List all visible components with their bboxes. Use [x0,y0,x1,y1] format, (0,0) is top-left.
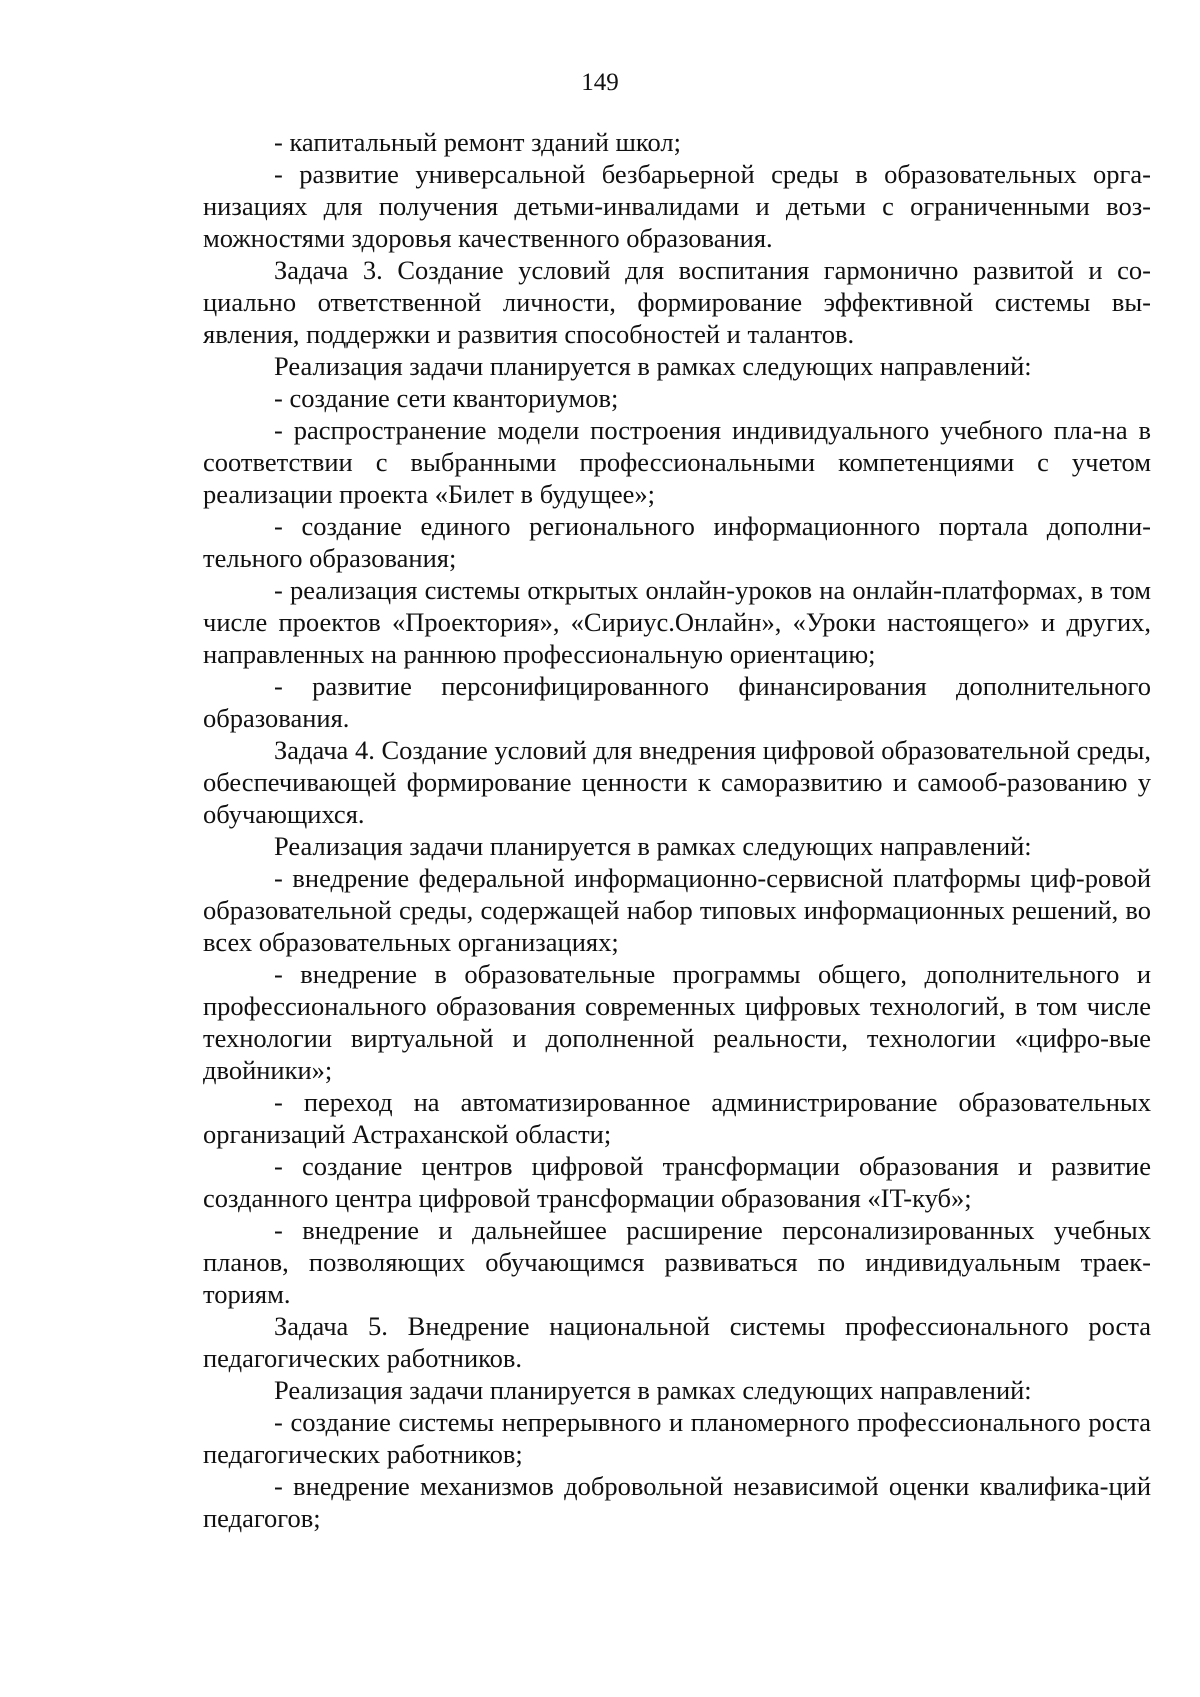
paragraph-10: Задача 4. Создание условий для внедрения цифровой образовательной среды, обеспечивающей формирование ценности к саморазвитию и самооб-разованию у обучающихся. [203,735,1151,829]
paragraph-19: - создание системы непрерывного и планомерного профессионального роста педагогических работников; [203,1407,1151,1469]
paragraph-2: - развитие универсальной безбарьерной среды в образовательных орга-низациях для получения детьми-инвалидами и детьми с ограниченными воз-можностями здоровья качественного образования. [203,159,1151,253]
page-number: 149 [581,69,619,96]
paragraph-8: - реализация системы открытых онлайн-уроков на онлайн-платформах, в том числе проектов «Проектория», «Сириус.Онлайн», «Уроки настоящего» и других, направленных на раннюю профессиональную ориентацию; [203,575,1151,669]
paragraph-11: Реализация задачи планируется в рамках следующих направлений: [274,831,1032,861]
paragraph-12: - внедрение федеральной информационно-сервисной платформы циф-ровой образовательной среды, содержащей набор типовых информационных решений, во всех образовательных организациях; [203,863,1151,957]
paragraph-18: Реализация задачи планируется в рамках следующих направлений: [274,1375,1032,1405]
paragraph-14: - переход на автоматизированное администрирование образовательных организаций Астраханской области; [203,1087,1151,1149]
paragraph-6: - распространение модели построения индивидуального учебного пла-на в соответствии с выбранными профессиональными компетенциями с учетом реализации проекта «Билет в будущее»; [203,415,1151,509]
paragraph-16: - внедрение и дальнейшее расширение персонализированных учебных планов, позволяющих обучающимся развиваться по индивидуальным траек-ториям. [203,1215,1151,1309]
paragraph-17: Задача 5. Внедрение национальной системы профессионального роста педагогических работников. [203,1311,1151,1373]
paragraph-7: - создание единого регионального информационного портала дополни-тельного образования; [203,511,1151,573]
paragraph-20: - внедрение механизмов добровольной независимой оценки квалифика-ций педагогов; [203,1471,1151,1533]
paragraph-1: - капитальный ремонт зданий школ; [274,127,681,157]
paragraph-13: - внедрение в образовательные программы общего, дополнительного и профессионального образования современных цифровых технологий, в том числе технологии виртуальной и дополненной реальности, технологии «цифро-вые двойники»; [203,959,1151,1085]
paragraph-3: Задача 3. Создание условий для воспитания гармонично развитой и со-циально ответственной личности, формирование эффективной системы вы-явления, поддержки и развития способностей и талантов. [203,255,1151,349]
paragraph-5: - создание сети кванториумов; [274,383,619,413]
paragraph-9: - развитие персонифицированного финансирования дополнительного образования. [203,671,1151,733]
paragraph-4: Реализация задачи планируется в рамках следующих направлений: [274,351,1032,381]
paragraph-15: - создание центров цифровой трансформации образования и развитие созданного центра цифровой трансформации образования «IT-куб»; [203,1151,1151,1213]
document-body [203,126,1151,1534]
